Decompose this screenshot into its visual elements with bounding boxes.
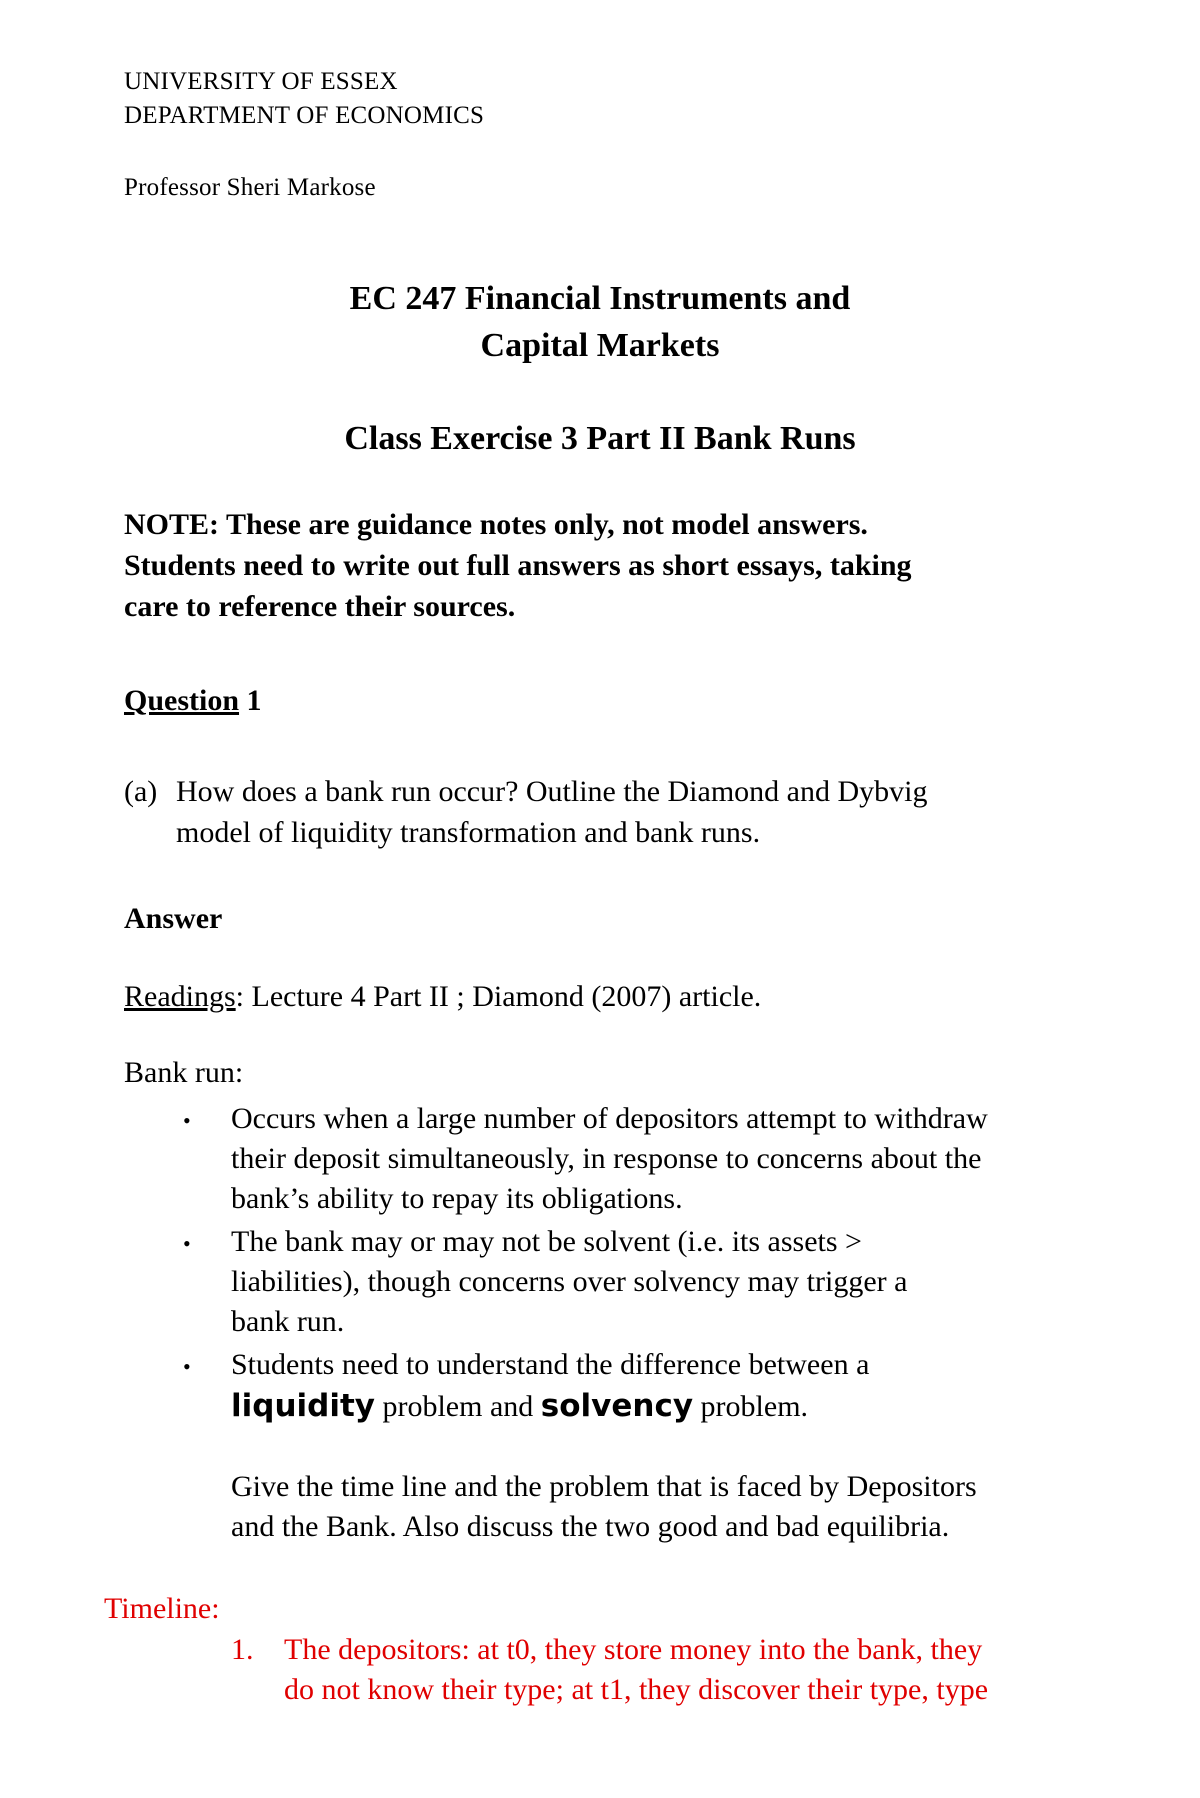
timeline-item1-line2: do not know their type; at t1, they discover their type, type [284,1673,989,1706]
bullet2-line1: The bank may or may not be solvent (i.e. its assets > [231,1225,862,1258]
readings-label: Readings [124,980,236,1013]
bullet1-line2: their deposit simultaneously, in response to concerns about the [231,1142,982,1175]
timeline-item1-line1: The depositors: at t0, they store money into the bank, they [284,1633,983,1666]
bullet3-line1: Students need to understand the difference between a [231,1348,870,1381]
professor-name: Professor Sheri Markose [124,174,376,201]
note-line3: care to reference their sources. [124,590,516,623]
bullet2-line3: bank run. [231,1305,345,1338]
answer-heading: Answer [124,902,223,935]
university-name: UNIVERSITY OF ESSEX [124,68,398,95]
bullet1-line1: Occurs when a large number of depositors attempt to withdraw [231,1102,988,1135]
bullet-icon: • [183,1231,191,1256]
question-part-a-line1: How does a bank run occur? Outline the Diamond and Dybvig [176,775,928,808]
question-part-a-marker: (a) [124,775,158,808]
course-title-line1: EC 247 Financial Instruments and [349,280,851,317]
bullet3-mid-text: problem and [374,1390,541,1423]
bullet1-line3: bank’s ability to repay its obligations. [231,1182,683,1215]
readings-text: : Lecture 4 Part II ; Diamond (2007) article. [235,980,762,1013]
timeline-instruction-line2: and the Bank. Also discuss the two good and bad equilibria. [231,1510,950,1543]
bullet2-line2: liabilities), though concerns over solvency may trigger a [231,1265,908,1298]
question-heading [124,684,262,718]
liquidity-term: liquidity [231,1388,375,1424]
question-number: 1 [239,684,262,717]
timeline-label: Timeline: [104,1592,220,1625]
question-part-a-line2: model of liquidity transformation and bank runs. [176,816,761,849]
bullet3-line2 [231,1388,808,1424]
note-line2: Students need to write out full answers as short essays, taking [124,549,912,582]
exercise-title: Class Exercise 3 Part II Bank Runs [344,420,856,457]
note-line1: NOTE: These are guidance notes only, not model answers. [124,508,868,541]
bank-run-label: Bank run: [124,1056,244,1089]
readings-line [124,980,761,1014]
course-title-line2: Capital Markets [480,327,720,364]
solvency-term: solvency [540,1388,694,1424]
question-label: Question [124,684,240,717]
department-name: DEPARTMENT OF ECONOMICS [124,102,485,129]
bullet-icon: • [183,1354,191,1379]
bullet3-end-text: problem. [693,1390,809,1423]
timeline-instruction-line1: Give the time line and the problem that is faced by Depositors [231,1470,977,1503]
bullet-icon: • [183,1108,191,1133]
timeline-item1-marker: 1. [231,1633,254,1666]
